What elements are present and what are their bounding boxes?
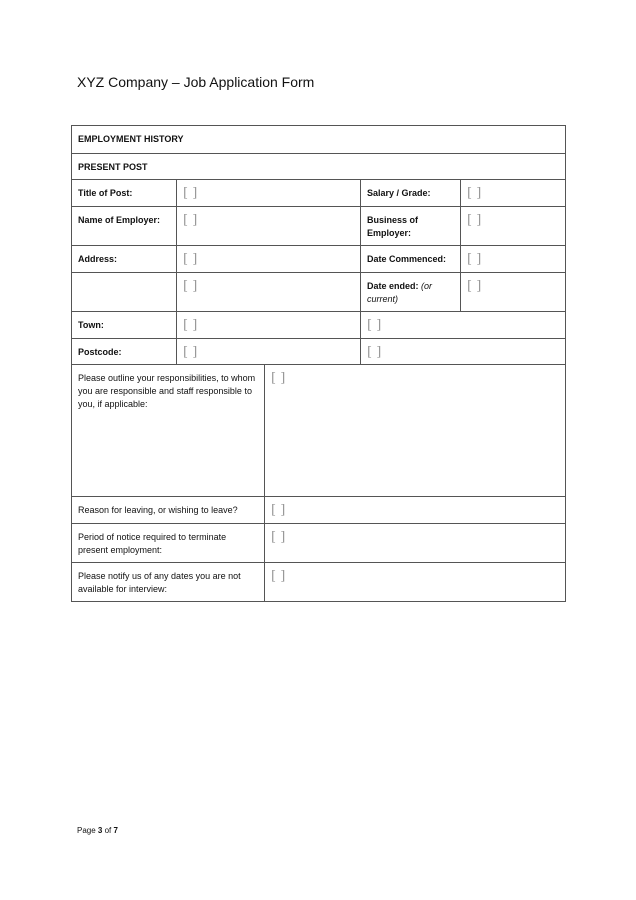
town-field-extra[interactable] bbox=[360, 312, 565, 338]
business-of-employer-field[interactable] bbox=[460, 207, 565, 245]
field-placeholder: [ ] bbox=[183, 213, 198, 228]
field-placeholder: [ ] bbox=[183, 252, 198, 267]
address-row bbox=[72, 245, 565, 272]
notice-period-row bbox=[72, 523, 565, 562]
notice-period-label: Period of notice required to terminate present employment: bbox=[78, 532, 227, 555]
postcode-field-extra[interactable] bbox=[360, 339, 565, 364]
reason-leaving-field[interactable] bbox=[264, 497, 565, 523]
field-placeholder: [ ] bbox=[367, 345, 382, 360]
field-placeholder: [ ] bbox=[183, 345, 198, 360]
salary-grade-label: Salary / Grade: bbox=[360, 180, 460, 206]
unavailable-dates-label: Please notify us of any dates you are not available for interview: bbox=[78, 571, 241, 594]
empty-label-cell bbox=[72, 273, 176, 311]
town-row bbox=[72, 311, 565, 338]
total-pages-number: 7 bbox=[113, 826, 118, 835]
responsibilities-row bbox=[72, 364, 565, 496]
current-page-number: 3 bbox=[97, 826, 103, 835]
date-ended-note: (or current) bbox=[367, 281, 433, 304]
name-of-employer-label: Name of Employer: bbox=[78, 215, 161, 225]
town-label: Town: bbox=[78, 320, 104, 330]
field-placeholder: [ ] bbox=[183, 279, 198, 294]
date-ended-field[interactable] bbox=[460, 273, 565, 311]
postcode-field[interactable] bbox=[176, 339, 360, 364]
employment-history-form bbox=[71, 125, 566, 602]
date-commenced-label: Date Commenced: bbox=[360, 246, 460, 272]
field-placeholder: [ ] bbox=[183, 318, 198, 333]
page-title: XYZ Company – Job Application Form bbox=[77, 74, 315, 90]
section-heading-row bbox=[72, 126, 565, 153]
field-placeholder: [ ] bbox=[271, 503, 286, 518]
address-field-line-2[interactable] bbox=[176, 273, 360, 311]
postcode-row bbox=[72, 338, 565, 364]
notice-period-field[interactable] bbox=[264, 524, 565, 562]
business-of-employer-label: Business of Employer: bbox=[360, 207, 460, 245]
address-field-line-1[interactable] bbox=[176, 246, 360, 272]
unavailable-dates-field[interactable] bbox=[264, 563, 565, 601]
postcode-label: Postcode: bbox=[78, 347, 122, 357]
address-cont-row bbox=[72, 272, 565, 311]
page-footer bbox=[77, 826, 118, 835]
field-placeholder: [ ] bbox=[467, 186, 482, 201]
title-of-post-label: Title of Post: bbox=[78, 188, 133, 198]
title-of-post-field[interactable] bbox=[176, 180, 360, 206]
section-heading: EMPLOYMENT HISTORY bbox=[78, 134, 184, 144]
name-of-employer-field[interactable] bbox=[176, 207, 360, 245]
responsibilities-label: Please outline your responsibilities, to whom you are responsible and staff responsible to you, if applicable: bbox=[78, 373, 256, 409]
field-placeholder: [ ] bbox=[467, 213, 482, 228]
date-ended-text: Date ended: bbox=[367, 281, 419, 291]
unavailable-dates-row bbox=[72, 562, 565, 601]
field-placeholder: [ ] bbox=[467, 252, 482, 267]
reason-leaving-row bbox=[72, 496, 565, 523]
date-commenced-field[interactable] bbox=[460, 246, 565, 272]
field-placeholder: [ ] bbox=[183, 186, 198, 201]
responsibilities-field[interactable] bbox=[264, 365, 565, 496]
section-subheading: PRESENT POST bbox=[78, 162, 148, 172]
title-salary-row bbox=[72, 179, 565, 206]
field-placeholder: [ ] bbox=[271, 371, 286, 386]
subheading-row bbox=[72, 153, 565, 179]
reason-leaving-label: Reason for leaving, or wishing to leave? bbox=[78, 505, 238, 515]
page-word: Page bbox=[77, 826, 96, 835]
field-placeholder: [ ] bbox=[271, 569, 286, 584]
of-word: of bbox=[104, 826, 112, 835]
field-placeholder: [ ] bbox=[367, 318, 382, 333]
date-ended-label bbox=[360, 273, 460, 311]
salary-grade-field[interactable] bbox=[460, 180, 565, 206]
address-label: Address: bbox=[78, 254, 118, 264]
field-placeholder: [ ] bbox=[467, 279, 482, 294]
field-placeholder: [ ] bbox=[271, 530, 286, 545]
employer-row bbox=[72, 206, 565, 245]
town-field[interactable] bbox=[176, 312, 360, 338]
